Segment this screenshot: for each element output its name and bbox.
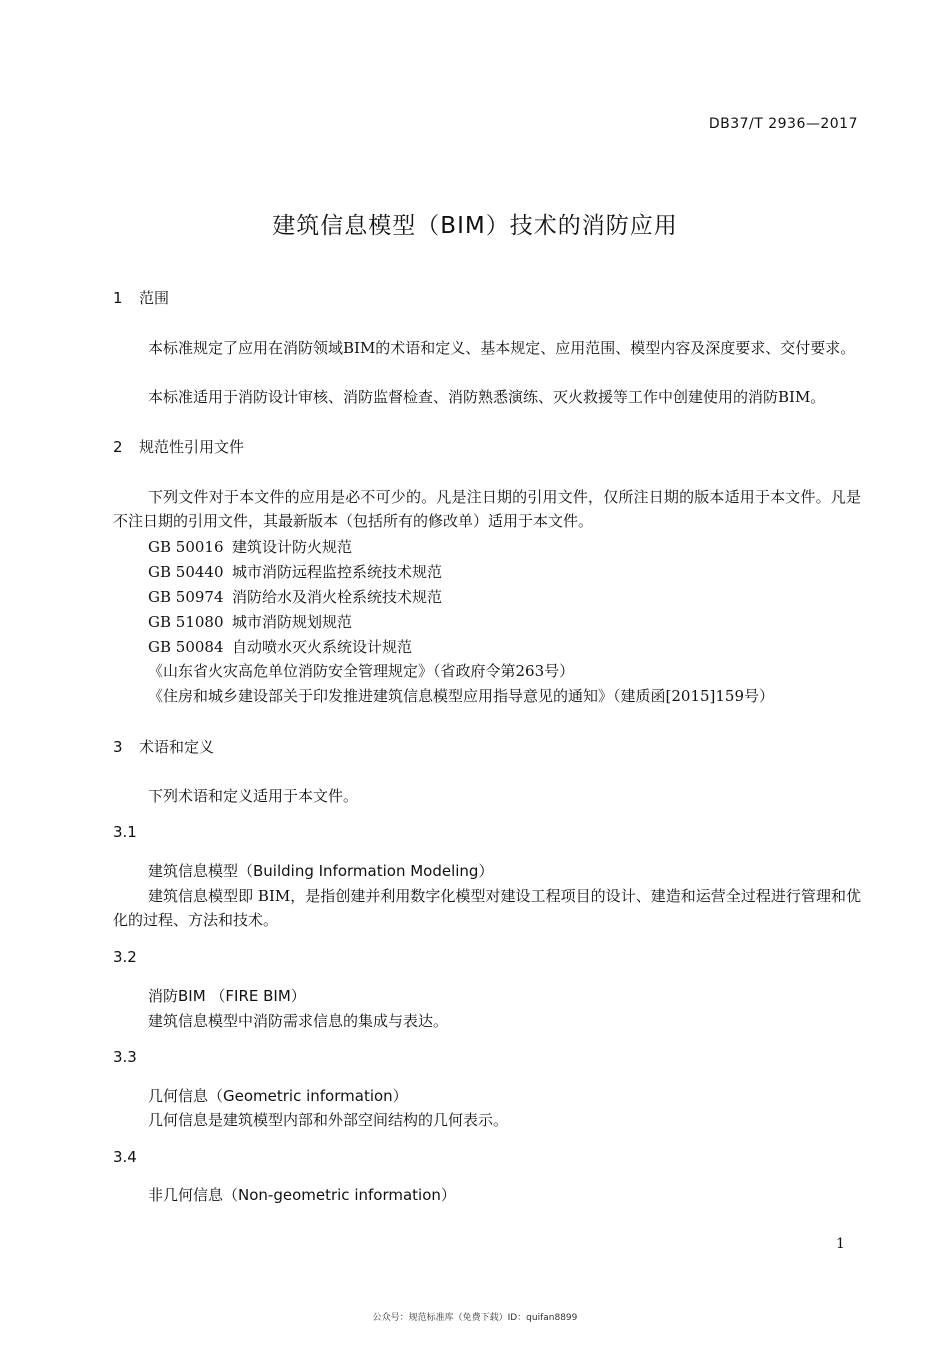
term-name: 建筑信息模型（Building Information Modeling） <box>148 862 494 880</box>
clause-number: 3.2 <box>113 948 137 966</box>
footer-watermark-note: 公众号：规范标准库（免费下载）ID：quifan8899 <box>372 1313 578 1323</box>
reference-title: 自动喷水灭火系统设计规范 <box>232 638 413 656</box>
term-name: 消防BIM （FIRE BIM） <box>148 987 306 1005</box>
reference-code: GB 50440 <box>148 563 224 581</box>
term-definition: 几何信息是建筑模型内部和外部空间结构的几何表示。 <box>148 1111 509 1129</box>
reference-line <box>148 636 412 657</box>
scope-paragraph-1: 本标准规定了应用在消防领域BIM的术语和定义、基本规定、应用范围、模型内容及深度要求、交付要求。 <box>148 339 856 357</box>
section-title: 术语和定义 <box>139 738 215 756</box>
section-heading-3 <box>113 736 214 757</box>
section-title: 规范性引用文件 <box>139 438 245 456</box>
term-definition: 建筑信息模型即 BIM，是指创建并利用数字化模型对建设工程项目的设计、建造和运营全过程进行管理和优化的过程、方法和技术。 <box>113 887 861 929</box>
document-title: 建筑信息模型（BIM）技术的消防应用 <box>272 213 678 239</box>
reference-title: 城市消防规划规范 <box>232 613 353 631</box>
reference-line <box>148 611 352 632</box>
reference-line <box>148 586 442 607</box>
clause-number: 3.1 <box>113 823 137 841</box>
section-number: 1 <box>113 289 123 307</box>
reference-code: GB 51080 <box>148 613 224 631</box>
terms-intro: 下列术语和定义适用于本文件。 <box>148 787 359 805</box>
section-title: 范围 <box>139 289 170 307</box>
standard-code: DB37/T 2936—2017 <box>708 116 858 132</box>
reference-title: 城市消防远程监控系统技术规范 <box>232 563 443 581</box>
page-number: 1 <box>836 1236 845 1252</box>
reference-title: 建筑设计防火规范 <box>232 538 353 556</box>
reference-document: 《住房和城乡建设部关于印发推进建筑信息模型应用指导意见的通知》（建质函[2015]159号） <box>148 687 775 705</box>
reference-code: GB 50084 <box>148 638 224 656</box>
section-heading-2 <box>113 436 244 457</box>
reference-code: GB 50974 <box>148 588 224 606</box>
clause-number: 3.4 <box>113 1148 137 1166</box>
section-heading-1 <box>113 287 169 308</box>
reference-line <box>148 536 352 557</box>
section-number: 3 <box>113 738 123 756</box>
reference-code: GB 50016 <box>148 538 224 556</box>
normative-intro: 下列文件对于本文件的应用是必不可少的。凡是注日期的引用文件，仅所注日期的版本适用于本文件。凡是不注日期的引用文件，其最新版本（包括所有的修改单）适用于本文件。 <box>113 488 861 530</box>
term-name: 非几何信息（Non-geometric information） <box>148 1186 456 1204</box>
term-name: 几何信息（Geometric information） <box>148 1087 408 1105</box>
reference-title: 消防给水及消火栓系统技术规范 <box>232 588 443 606</box>
term-definition: 建筑信息模型中消防需求信息的集成与表达。 <box>148 1012 449 1030</box>
clause-number: 3.3 <box>113 1048 137 1066</box>
reference-document: 《山东省火灾高危单位消防安全管理规定》（省政府令第263号） <box>148 662 575 680</box>
scope-paragraph-2: 本标准适用于消防设计审核、消防监督检查、消防熟悉演练、灭火救援等工作中创建使用的消防BIM。 <box>148 388 826 406</box>
section-number: 2 <box>113 438 123 456</box>
reference-line <box>148 561 442 582</box>
